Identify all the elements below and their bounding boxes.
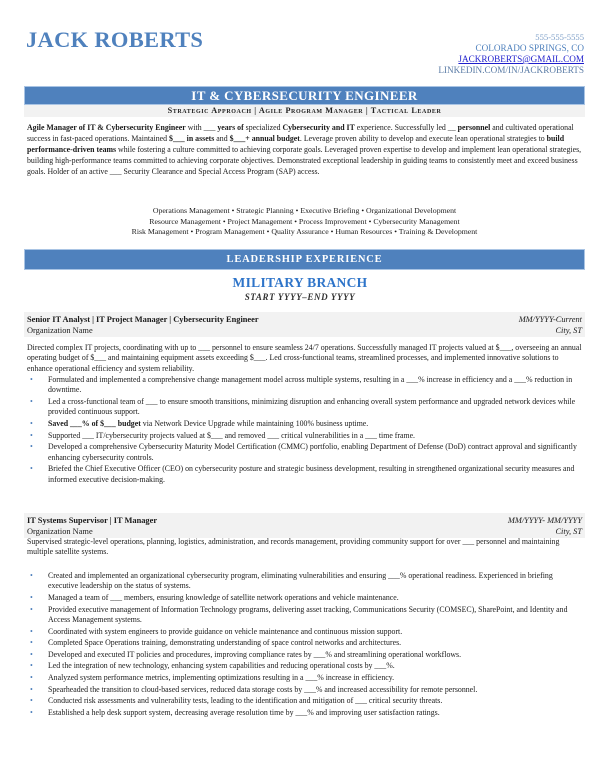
achievement-bullet	[27, 571, 583, 592]
job-role: Senior IT Analyst | IT Project Manager | Cybersecurity Engineer	[27, 315, 259, 324]
summary-highlight: Cybersecurity and IT	[282, 123, 355, 132]
bullet-dot-icon: •	[30, 649, 33, 659]
contact-linkedin: LINKEDIN.COM/IN/JACKROBERTS	[438, 65, 584, 75]
bullet-dot-icon: •	[30, 571, 33, 580]
job-organization: Organization Name	[27, 326, 93, 335]
summary-text: and cultivated operational success in fast-paced operations. Maintained	[27, 123, 574, 143]
summary-highlight: Agile Manager of IT & Cybersecurity Engineer	[27, 123, 186, 132]
professional-title-band: IT & CYBERSECURITY ENGINEER	[24, 86, 585, 105]
achievement-text: Analyzed system performance metrics, implementing optimizations resulting in a ___% increase in efficiency.	[48, 672, 395, 682]
achievement-text: Led the integration of new technology, enhancing system capabilities and reducing operational costs by ___%.	[48, 661, 395, 671]
summary-highlight: years of	[217, 123, 244, 132]
achievement-text: Established a help desk support system, decreasing average resolution time by ___% and improving user satisfaction ratings.	[48, 707, 440, 717]
achievement-text: Conducted risk assessments and vulnerability tests, leading to the identification and mitigation of ___ critical security threats.	[48, 696, 443, 706]
job-header	[24, 513, 585, 538]
bullet-dot-icon: •	[30, 696, 33, 706]
professional-summary	[27, 123, 583, 178]
skills-line: Risk Management • Program Management • Quality Assurance • Human Resources • Training & Development	[131, 227, 478, 237]
job-city: City, ST	[555, 527, 582, 536]
summary-text: experience. Successfully led __	[354, 123, 458, 132]
contact-email-link[interactable]: JACKROBERTS@GMAIL.COM	[458, 54, 584, 64]
bullet-dot-icon: •	[30, 707, 33, 717]
achievement-text: Managed a team of ___ members, ensuring knowledge of satellite network operations and vehicle maintenance.	[48, 593, 399, 602]
military-branch-dates: START YYYY–END YYYY	[244, 292, 356, 302]
bullet-dot-icon: •	[30, 419, 33, 428]
achievement-text: Coordinated with system engineers to provide guidance on vehicle maintenance and continuous mission support.	[48, 626, 403, 636]
achievement-text: via Network Device Upgrade while maintaining 100% business uptime.	[140, 419, 369, 428]
bullet-dot-icon: •	[30, 626, 33, 636]
achievement-text: Developed a comprehensive Cybersecurity Maturity Model Certification (CMMC) portfolio, enabling Department of Defense (DoD) contract approval and significantly enhancing cybersecurity controls.	[48, 442, 577, 462]
professional-subtitle: Strategic Approach | Agile Program Manager | Tactical Leader	[24, 105, 585, 117]
achievement-bullet	[27, 650, 583, 660]
candidate-name: JACK ROBERTS	[26, 27, 204, 52]
job-description: Directed complex IT projects, coordinating with up to ___ personnel to ensure seamless 24/7 operations. Successfully managed IT projects valued at $___, overseeing an annual operating budget of $___ and maintaining equipment assets exceeding $___. Led cross-functional teams, streamlined processes, and implemented innovative solutions to enhance operational efficiency and system reliability.	[27, 343, 582, 373]
achievement-bullet	[27, 673, 583, 683]
job-header	[24, 312, 585, 337]
bullet-dot-icon: •	[30, 442, 33, 452]
job-description: Supervised strategic-level operations, planning, logistics, administration, and records management, providing community support for over ___ personnel and maintaining multiple satellite systems.	[27, 537, 560, 557]
summary-highlight: build performance-driven teams	[27, 133, 565, 154]
achievement-text: Completed Space Operations training, demonstrating understanding of space control networks and architectures.	[48, 638, 402, 648]
contact-phone: 555-555-5555	[535, 32, 584, 42]
achievement-bullet	[27, 661, 583, 671]
job-dates: MM/YYYY-Current	[518, 315, 582, 324]
achievement-highlight: Saved ___% of $___ budget	[48, 419, 141, 428]
achievement-bullet	[27, 708, 583, 718]
core-skills	[24, 206, 585, 238]
section-band-leadership-experience: LEADERSHIP EXPERIENCE	[24, 249, 585, 270]
achievement-bullet	[27, 442, 583, 463]
summary-text: and	[214, 133, 230, 143]
job-achievements-list	[27, 571, 583, 719]
skills-line: Resource Management • Project Management • Process Improvement • Cybersecurity Management	[149, 216, 460, 226]
bullet-dot-icon: •	[30, 430, 33, 440]
bullet-dot-icon: •	[30, 397, 33, 406]
achievement-bullet	[27, 375, 583, 396]
contact-location: COLORADO SPRINGS, CO	[475, 43, 584, 53]
skills-line: Operations Management • Strategic Planning • Executive Briefing • Organizational Development	[152, 206, 457, 215]
contact-block	[438, 32, 584, 76]
job-city: City, ST	[555, 326, 582, 335]
achievement-bullet	[27, 431, 583, 441]
achievement-bullet	[27, 593, 583, 603]
summary-highlight: $___ in assets	[169, 133, 215, 143]
summary-text: with ___	[185, 123, 218, 132]
achievement-bullet	[27, 419, 583, 429]
achievement-text: Led a cross-functional team of ___ to ensure smooth transitions, minimizing disruption and enhancing overall system performance and upgraded network devices while provided continuous support.	[48, 397, 576, 417]
achievement-text: Supported ___ IT/cybersecurity projects valued at $___ and removed ___ critical vulnerabilities in a ___ time frame.	[48, 430, 416, 440]
achievement-bullet	[27, 605, 583, 626]
bullet-dot-icon: •	[30, 638, 33, 648]
bullet-dot-icon: •	[30, 604, 33, 614]
bullet-dot-icon: •	[30, 661, 33, 671]
achievement-text: Provided executive management of Information Technology programs, delivering asset tracking, Communications Security (COMSEC), SharePoint, and Identity and Access Management systems.	[48, 604, 568, 624]
job-achievements-list	[27, 375, 583, 486]
achievement-bullet	[27, 627, 583, 637]
bullet-dot-icon: •	[30, 684, 33, 694]
military-branch-name: MILITARY BRANCH	[232, 275, 368, 290]
achievement-text: Formulated and implemented a comprehensive change management model across multiple systems, resulting in a ___% increase in efficiency and a ___% reduction in downtime.	[48, 375, 573, 395]
achievement-bullet	[27, 464, 583, 485]
achievement-bullet	[27, 397, 583, 418]
summary-text: specialized	[243, 123, 283, 132]
job-role: IT Systems Supervisor | IT Manager	[27, 516, 158, 525]
achievement-text: Developed and executed IT policies and procedures, improving compliance rates by ___% and streamlining operational workflows.	[48, 649, 462, 659]
summary-highlight: $___+ annual budget	[229, 133, 300, 143]
achievement-bullet	[27, 638, 583, 648]
achievement-text: Briefed the Chief Executive Officer (CEO) on cybersecurity posture and strategic business development, resulting in strengthened organizational security measures and informed executive decision-making.	[48, 464, 575, 484]
summary-text: while fostering a culture committed to achieving corporate goals. Leveraged proven expertise to develop and implement lean operational strategies, building high-performance teams committed to achieving corporate objectives. Demonstrated exceptional leadership in guiding teams to consistently meet and exceed business goals. Holder of an active ___ Security Clearance and Special Access Program (SAP) access.	[27, 144, 582, 176]
achievement-bullet	[27, 685, 583, 695]
achievement-text: Spearheaded the transition to cloud-based services, reduced data storage costs by ___% and increased accessibility for remote personnel.	[48, 684, 478, 694]
bullet-dot-icon: •	[30, 464, 33, 474]
summary-highlight: personnel	[457, 123, 491, 132]
bullet-dot-icon: •	[30, 593, 33, 602]
job-dates: MM/YYYY- MM/YYYY	[507, 516, 582, 525]
summary-text: . Leverage proven ability to develop and execute lean operational strategies to	[299, 133, 547, 143]
job-organization: Organization Name	[27, 527, 93, 536]
bullet-dot-icon: •	[30, 375, 33, 384]
achievement-text: Created and implemented an organizational cybersecurity program, eliminating vulnerabilities and ensuring ___% operational readiness. Experienced in briefing executive leadership on the status of systems.	[48, 571, 553, 591]
bullet-dot-icon: •	[30, 672, 33, 682]
achievement-bullet	[27, 696, 583, 706]
